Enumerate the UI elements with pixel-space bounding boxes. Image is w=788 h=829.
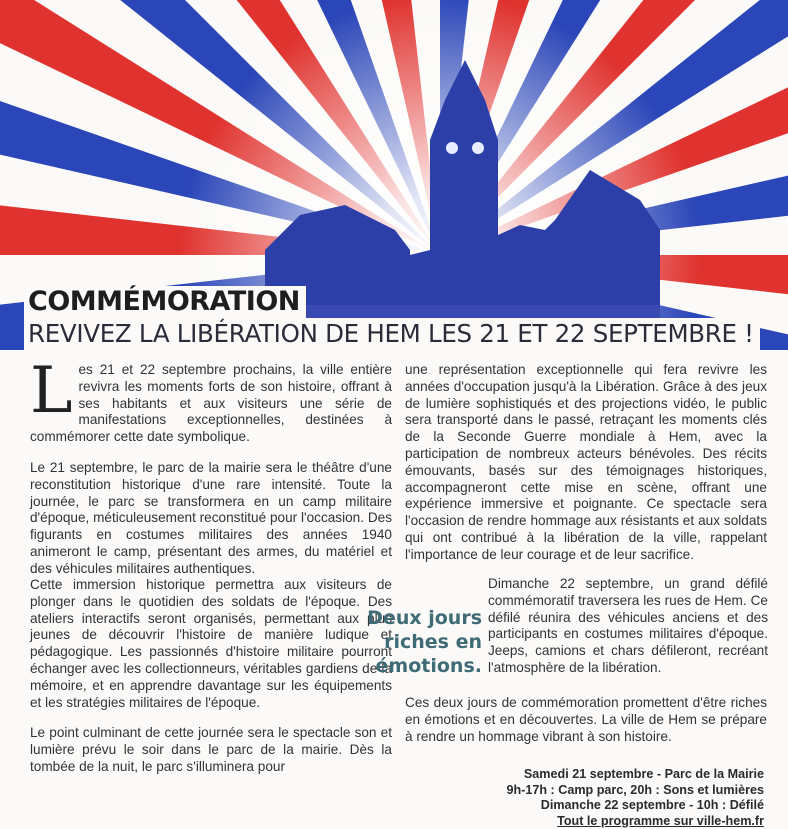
paragraph-representation: une représentation exceptionnelle qui fera revivre les années d'occupation jusqu'à la Libération. Grâce à des jeux de lumière sophistiqués et des projections vidéo, le public sera transporté dans le passé, retraçant les moments clés de la Seconde Guerre mondiale à Hem, avec la participation de nombreux acteurs bénévoles. Des récits émouvants, basés sur des témoignages historiques, accompagneront cette mise en scène, offrant une expérience immersive et poignante. Ce spectacle sera l'occasion de rendre hommage aux résistants et aux soldats qui ont contribué à la libération de la ville, rappelant l'importance de leur courage et de leur sacrifice. <box>405 362 767 564</box>
schedule-line-saturday: Samedi 21 septembre - Parc de la Mairie <box>506 767 764 783</box>
left-column <box>30 362 392 592</box>
schedule-box <box>506 767 764 829</box>
schedule-line-times: 9h-17h : Camp parc, 20h : Sons et lumières <box>506 783 764 799</box>
right-lower-column <box>488 576 768 691</box>
paragraph-defile: Dimanche 22 septembre, un grand défilé commémoratif traversera les rues de Hem. Ce défilé réunira des véhicules anciens et des participants en costumes militaires d'époque. Jeeps, camions et chars défileront, recréant l'atmosphère de la libération. <box>488 576 768 677</box>
paragraph-conclusion: Ces deux jours de commémoration promettent d'être riches en émotions et en découvertes. La ville de Hem se prépare à rendre un hommage vibrant à son histoire. <box>405 695 767 745</box>
schedule-line-sunday: Dimanche 22 septembre - 10h : Défilé <box>506 798 764 814</box>
left-lower-column <box>30 577 392 790</box>
pull-quote: Deux jours riches en émotions. <box>362 606 482 678</box>
paragraph-spectacle: Le point culminant de cette journée sera le spectacle son et lumière prévu le soir dans le parc de la mairie. Dès la tombée de la nuit, le parc s'illuminera pour <box>30 725 392 775</box>
paragraph-immersion: Cette immersion historique permettra aux visiteurs de plonger dans le quotidien des soldats de l'époque. Des ateliers interactifs seront organisés, permettant aux plus jeunes de découvrir l'histoire de manière ludique et pédagogique. Les passionnés d'histoire militaire pourront échanger avec les collectionneurs, véritables gardiens de la mémoire, et en apprendre davantage sur les équipements et les stratégies militaires de l'époque. <box>30 577 392 711</box>
article-title: COMMÉMORATION <box>24 286 306 318</box>
drop-cap: L <box>30 364 73 418</box>
program-link[interactable]: Tout le programme sur ville-hem.fr <box>506 814 764 829</box>
right-column <box>405 362 767 578</box>
intro-paragraph: Les 21 et 22 septembre prochains, la ville entière revivra les moments forts de son histoire, offrant à ses habitants et aux visiteurs une série de manifestations exceptionnelles, destinées à commémorer cette date symbolique. <box>30 362 392 446</box>
article-title-block <box>24 286 764 350</box>
article-subtitle: REVIVEZ LA LIBÉRATION DE HEM LES 21 ET 22 SEPTEMBRE ! <box>24 318 760 350</box>
paragraph-camp: Le 21 septembre, le parc de la mairie sera le théâtre d'une reconstitution historique d'une rare intensité. Toute la journée, le parc se transformera en un camp militaire d'époque, méticuleusement reconstitué pour l'occasion. Des figurants en costumes militaires des années 1940 animeront le camp, présentant des armes, du matériel et des véhicules militaires authentiques. <box>30 460 392 578</box>
right-bottom-column <box>405 695 767 759</box>
